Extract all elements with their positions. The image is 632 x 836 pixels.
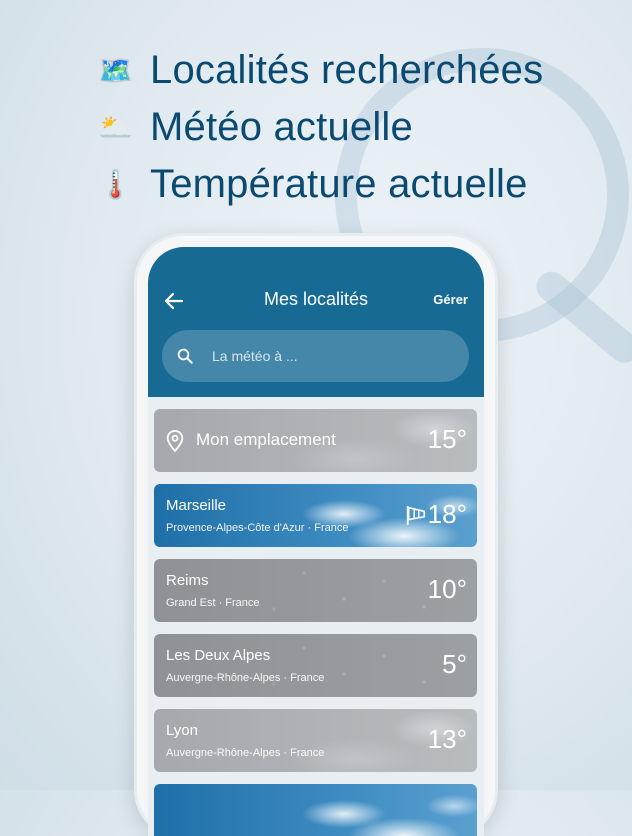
location-temperature: 18° (427, 499, 467, 529)
location-temperature: 13° (427, 724, 467, 754)
location-temperature: 5° (442, 649, 467, 679)
feature-label: Température actuelle (150, 162, 528, 206)
feature-current-weather (98, 99, 543, 156)
location-name: Mon emplacement (196, 430, 336, 449)
location-name: Lyon (166, 722, 198, 739)
location-temperature: 15° (427, 424, 467, 454)
location-name: Reims (166, 572, 209, 589)
location-card-partial[interactable] (154, 784, 477, 836)
location-card-les-deux-alpes[interactable] (154, 634, 477, 697)
location-region: Auvergne-Rhône-Alpes · France (166, 672, 325, 684)
location-region: Auvergne-Rhône-Alpes · France (166, 747, 325, 759)
feature-label: Localités recherchées (150, 48, 544, 92)
sun-cloud-icon: 🌥️ (98, 111, 133, 143)
search-bar[interactable] (162, 330, 469, 382)
feature-searched-locations (98, 42, 543, 99)
location-name: Les Deux Alpes (166, 647, 271, 664)
location-region: Provence-Alpes-Côte d'Azur · France (166, 522, 349, 534)
location-name: Marseille (166, 497, 227, 514)
feature-label: Météo actuelle (150, 105, 413, 149)
location-card-reims[interactable] (154, 559, 477, 622)
location-list (154, 409, 477, 836)
phone-frame (137, 236, 495, 836)
feature-list (98, 42, 543, 213)
location-temperature: 10° (427, 574, 467, 604)
feature-current-temperature (98, 156, 543, 213)
location-card-lyon[interactable] (154, 709, 477, 772)
search-icon (176, 347, 194, 365)
page-title: Mes localités (263, 289, 369, 309)
phone-screen (148, 247, 484, 836)
app-bar (148, 247, 484, 397)
manage-button[interactable]: Gérer (433, 292, 468, 307)
thermometer-icon: 🌡️ (98, 168, 133, 200)
location-card-marseille[interactable] (154, 484, 477, 547)
location-pin-icon (164, 429, 186, 453)
search-input[interactable] (210, 347, 469, 365)
map-icon: 🗺️ (98, 54, 133, 86)
windsock-icon (405, 504, 427, 526)
location-region: Grand Est · France (166, 597, 260, 609)
location-card-my-location[interactable] (154, 409, 477, 472)
